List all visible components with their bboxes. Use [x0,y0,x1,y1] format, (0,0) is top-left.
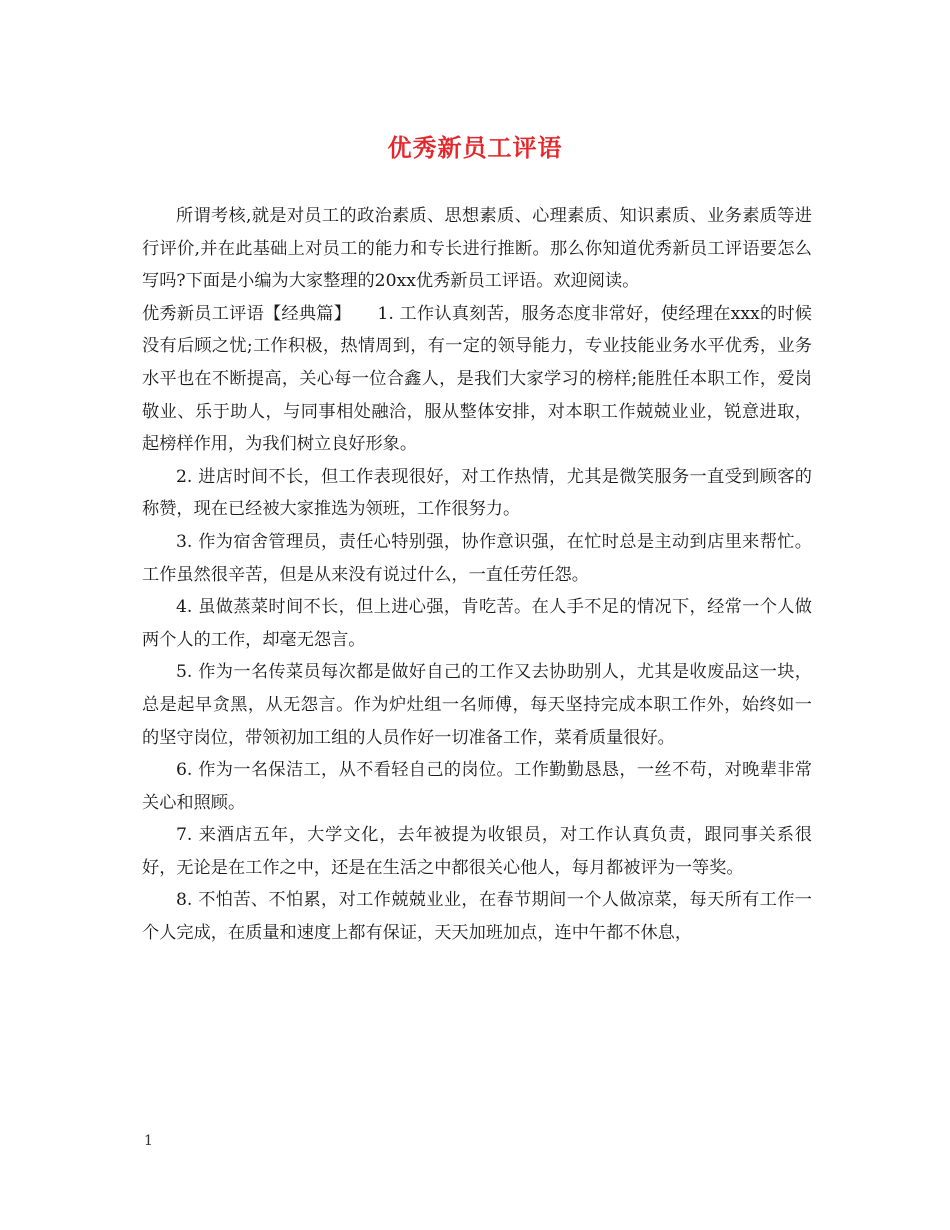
item-4-paragraph: 4. 虽做蒸菜时间不长，但上进心强，肯吃苦。在人手不足的情况下，经常一个人做两个人的工作，却毫无怨言。 [142,597,812,650]
item-3-paragraph: 3. 作为宿舍管理员，责任心特别强，协作意识强，在忙时总是主动到店里来帮忙。工作虽然很辛苦，但是从来没有说过什么，一直任劳任怨。 [142,531,812,585]
item-5-paragraph: 5. 作为一名传菜员每次都是做好自己的工作又去协助别人，尤其是收废品这一块，总是起早贪黑，从无怨言。作为炉灶组一名师傅，每天坚持完成本职工作外，始终如一的坚守岗位，带领初加工组的人员作好一切准备工作，菜肴质量很好。 [142,662,812,748]
intro-paragraph: 所谓考核,就是对员工的政治素质、思想素质、心理素质、知识素质、业务素质等进行评价,并在此基础上对员工的能力和专长进行推断。那么你知道优秀新员工评语要怎么写吗?下面是小编为大家整理的20xx优秀新员工评语。欢迎阅读。 [142,206,812,292]
section-heading-and-item-1: 优秀新员工评语【经典篇】 1. 工作认真刻苦，服务态度非常好，使经理在xxx的时候没有后顾之忧;工作积极，热情周到，有一定的领导能力，专业技能业务水平优秀，业务水平也在不断提高，关心每一位合鑫人，是我们大家学习的榜样;能胜任本职工作，爱岗敬业、乐于助人，与同事相处融洽，服从整体安排，对本职工作兢兢业业，锐意进取，起榜样作用，为我们树立良好形象。 [142,303,812,455]
page-title: 优秀新员工评语 [387,133,563,162]
item-7-paragraph: 7. 来酒店五年，大学文化，去年被提为收银员，对工作认真负责，跟同事关系很好，无论是在工作之中，还是在生活之中都很关心他人，每月都被评为一等奖。 [142,825,812,878]
item-2-paragraph: 2. 进店时间不长，但工作表现很好，对工作热情，尤其是微笑服务一直受到顾客的称赞，现在已经被大家推选为领班，工作很努力。 [142,466,812,520]
item-6-paragraph: 6. 作为一名保洁工，从不看轻自己的岗位。工作勤勤恳恳，一丝不苟，对晚辈非常关心和照顾。 [142,760,812,813]
page-number: 1 [144,1133,153,1149]
item-8-paragraph: 8. 不怕苦、不怕累，对工作兢兢业业，在春节期间一个人做凉菜，每天所有工作一个人完成，在质量和速度上都有保证，天天加班加点，连中午都不休息， [142,890,812,944]
document-body [142,200,812,950]
